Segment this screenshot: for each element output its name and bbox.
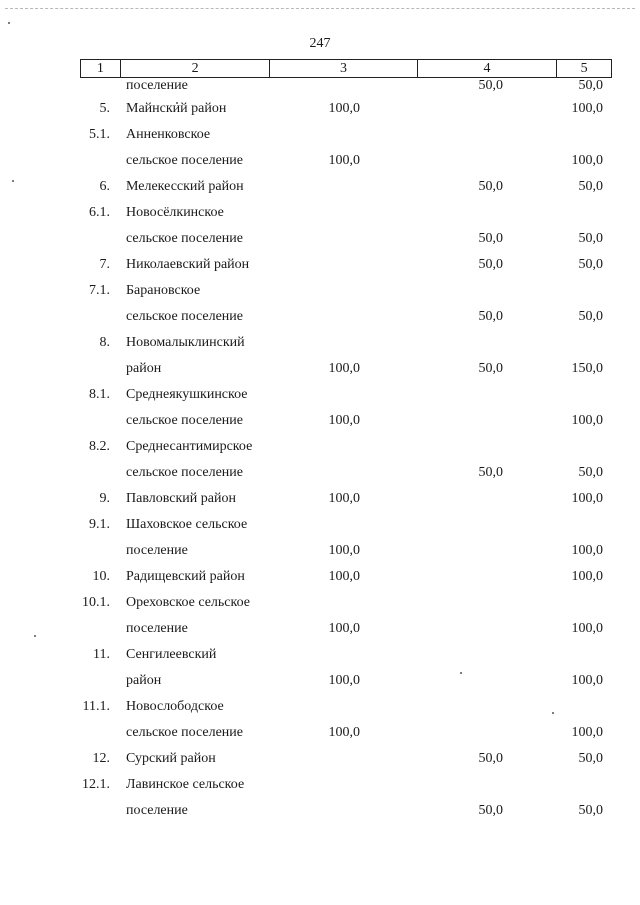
row-name: Среднеякушкинское [126,387,248,402]
row-number: 5.1. [89,127,110,142]
row-number: 9. [99,491,110,506]
row-number: 7.1. [89,283,110,298]
table-row [0,746,640,772]
row-value-col5: 50,0 [578,231,603,246]
row-name: поселение [126,543,188,558]
row-value-col3: 100,0 [328,361,360,376]
table-row [0,278,640,304]
row-number: 7. [99,257,110,272]
row-name: Павловский район [126,491,236,506]
row-value-col5: 100,0 [571,491,603,506]
row-name: Мелекесский район [126,179,244,194]
row-value-col4: 50,0 [478,257,503,272]
row-name: Майнский район [126,101,227,116]
row-name: район [126,673,162,688]
row-value-col5: 100,0 [571,725,603,740]
table-row [0,642,640,668]
row-value-col4: 50,0 [478,751,503,766]
table-row [0,694,640,720]
row-value-col4: 50,0 [478,465,503,480]
row-value-col5: 100,0 [571,621,603,636]
row-value-col3: 100,0 [328,153,360,168]
row-number: 12.1. [82,777,110,792]
row-value-col4: 50,0 [478,803,503,818]
table-row [0,200,640,226]
row-name: район [126,361,162,376]
row-value-col3: 100,0 [328,621,360,636]
table-row [0,304,640,330]
row-value-col5: 50,0 [578,751,603,766]
row-name: Среднесантимирское [126,439,253,454]
row-name: Новомалыклинский [126,335,245,350]
table-row [0,148,640,174]
row-number: 11. [93,647,110,662]
table-row [0,408,640,434]
column-header-4: 4 [418,60,557,77]
row-number: 12. [92,751,110,766]
row-value-col4: 50,0 [478,179,503,194]
row-name: Радищевский район [126,569,245,584]
row-value-col5: 50,0 [578,803,603,818]
row-value-col5: 100,0 [571,569,603,584]
column-header-2: 2 [121,60,270,77]
row-name: Сурский район [126,751,216,766]
page-number: 247 [309,36,331,51]
table-row [0,434,640,460]
row-value-col3: 100,0 [328,413,360,428]
row-value-col3: 100,0 [328,491,360,506]
row-name: сельское поселение [126,231,243,246]
row-value-col5: 50,0 [578,257,603,272]
row-value-col3: 100,0 [328,543,360,558]
table-row [0,330,640,356]
row-name: Новосёлкинское [126,205,224,220]
row-name: Анненковское [126,127,211,142]
row-number: 9.1. [89,517,110,532]
row-value-col5: 150,0 [571,361,603,376]
row-value-col4: 50,0 [478,309,503,324]
scan-speck [8,22,10,24]
row-value-col5: 100,0 [571,543,603,558]
table-row [0,590,640,616]
row-name: сельское поселение [126,413,243,428]
table-row [0,512,640,538]
table-row [0,226,640,252]
row-name: Сенгилеевский [126,647,217,662]
table-row [0,122,640,148]
table-row [0,538,640,564]
row-name: сельское поселение [126,309,243,324]
table-row [0,174,640,200]
row-value-col5: 50,0 [578,78,603,93]
table-row [0,564,640,590]
row-number: 5. [99,101,110,116]
column-header-3: 3 [270,60,417,77]
row-value-col5: 100,0 [571,673,603,688]
row-value-col5: 100,0 [571,153,603,168]
row-value-col5: 50,0 [578,465,603,480]
row-value-col4: 50,0 [478,78,503,93]
row-name: Барановское [126,283,201,298]
row-number: 8.2. [89,439,110,454]
row-name: поселение [126,621,188,636]
row-number: 11.1. [82,699,110,714]
row-name: Лавинское сельское [126,777,245,792]
row-number: 10.1. [82,595,110,610]
table-column-header [80,59,612,78]
column-header-5: 5 [580,61,588,76]
row-name: Шаховское сельское [126,517,248,532]
column-header-1: 1 [81,60,121,77]
table-row [0,460,640,486]
table-row [0,486,640,512]
row-number: 8.1. [89,387,110,402]
table-row [0,798,640,824]
row-name: Николаевский район [126,257,250,272]
row-value-col3: 100,0 [328,673,360,688]
row-name: сельское поселение [126,725,243,740]
table-row [0,356,640,382]
row-number: 6. [99,179,110,194]
row-name: поселение [126,803,188,818]
row-value-col5: 50,0 [578,309,603,324]
row-value-col3: 100,0 [328,569,360,584]
table-row [0,96,640,122]
row-value-col5: 100,0 [571,101,603,116]
table-row [0,616,640,642]
table-row [0,382,640,408]
table-row [0,78,640,96]
table-row [0,720,640,746]
table-row [0,772,640,798]
row-name: поселение [126,78,188,93]
table-row [0,252,640,278]
row-value-col4: 50,0 [478,231,503,246]
table-row [0,668,640,694]
row-name: сельское поселение [126,153,243,168]
row-name: Новослободское [126,699,224,714]
table-body [0,78,640,824]
row-value-col5: 50,0 [578,179,603,194]
row-value-col3: 100,0 [328,725,360,740]
row-number: 6.1. [89,205,110,220]
row-value-col4: 50,0 [478,361,503,376]
row-name: Ореховское сельское [126,595,250,610]
row-number: 8. [99,335,110,350]
row-value-col3: 100,0 [328,101,360,116]
row-value-col5: 100,0 [571,413,603,428]
row-name: сельское поселение [126,465,243,480]
scan-artifact-line [5,8,635,9]
row-number: 10. [92,569,110,584]
